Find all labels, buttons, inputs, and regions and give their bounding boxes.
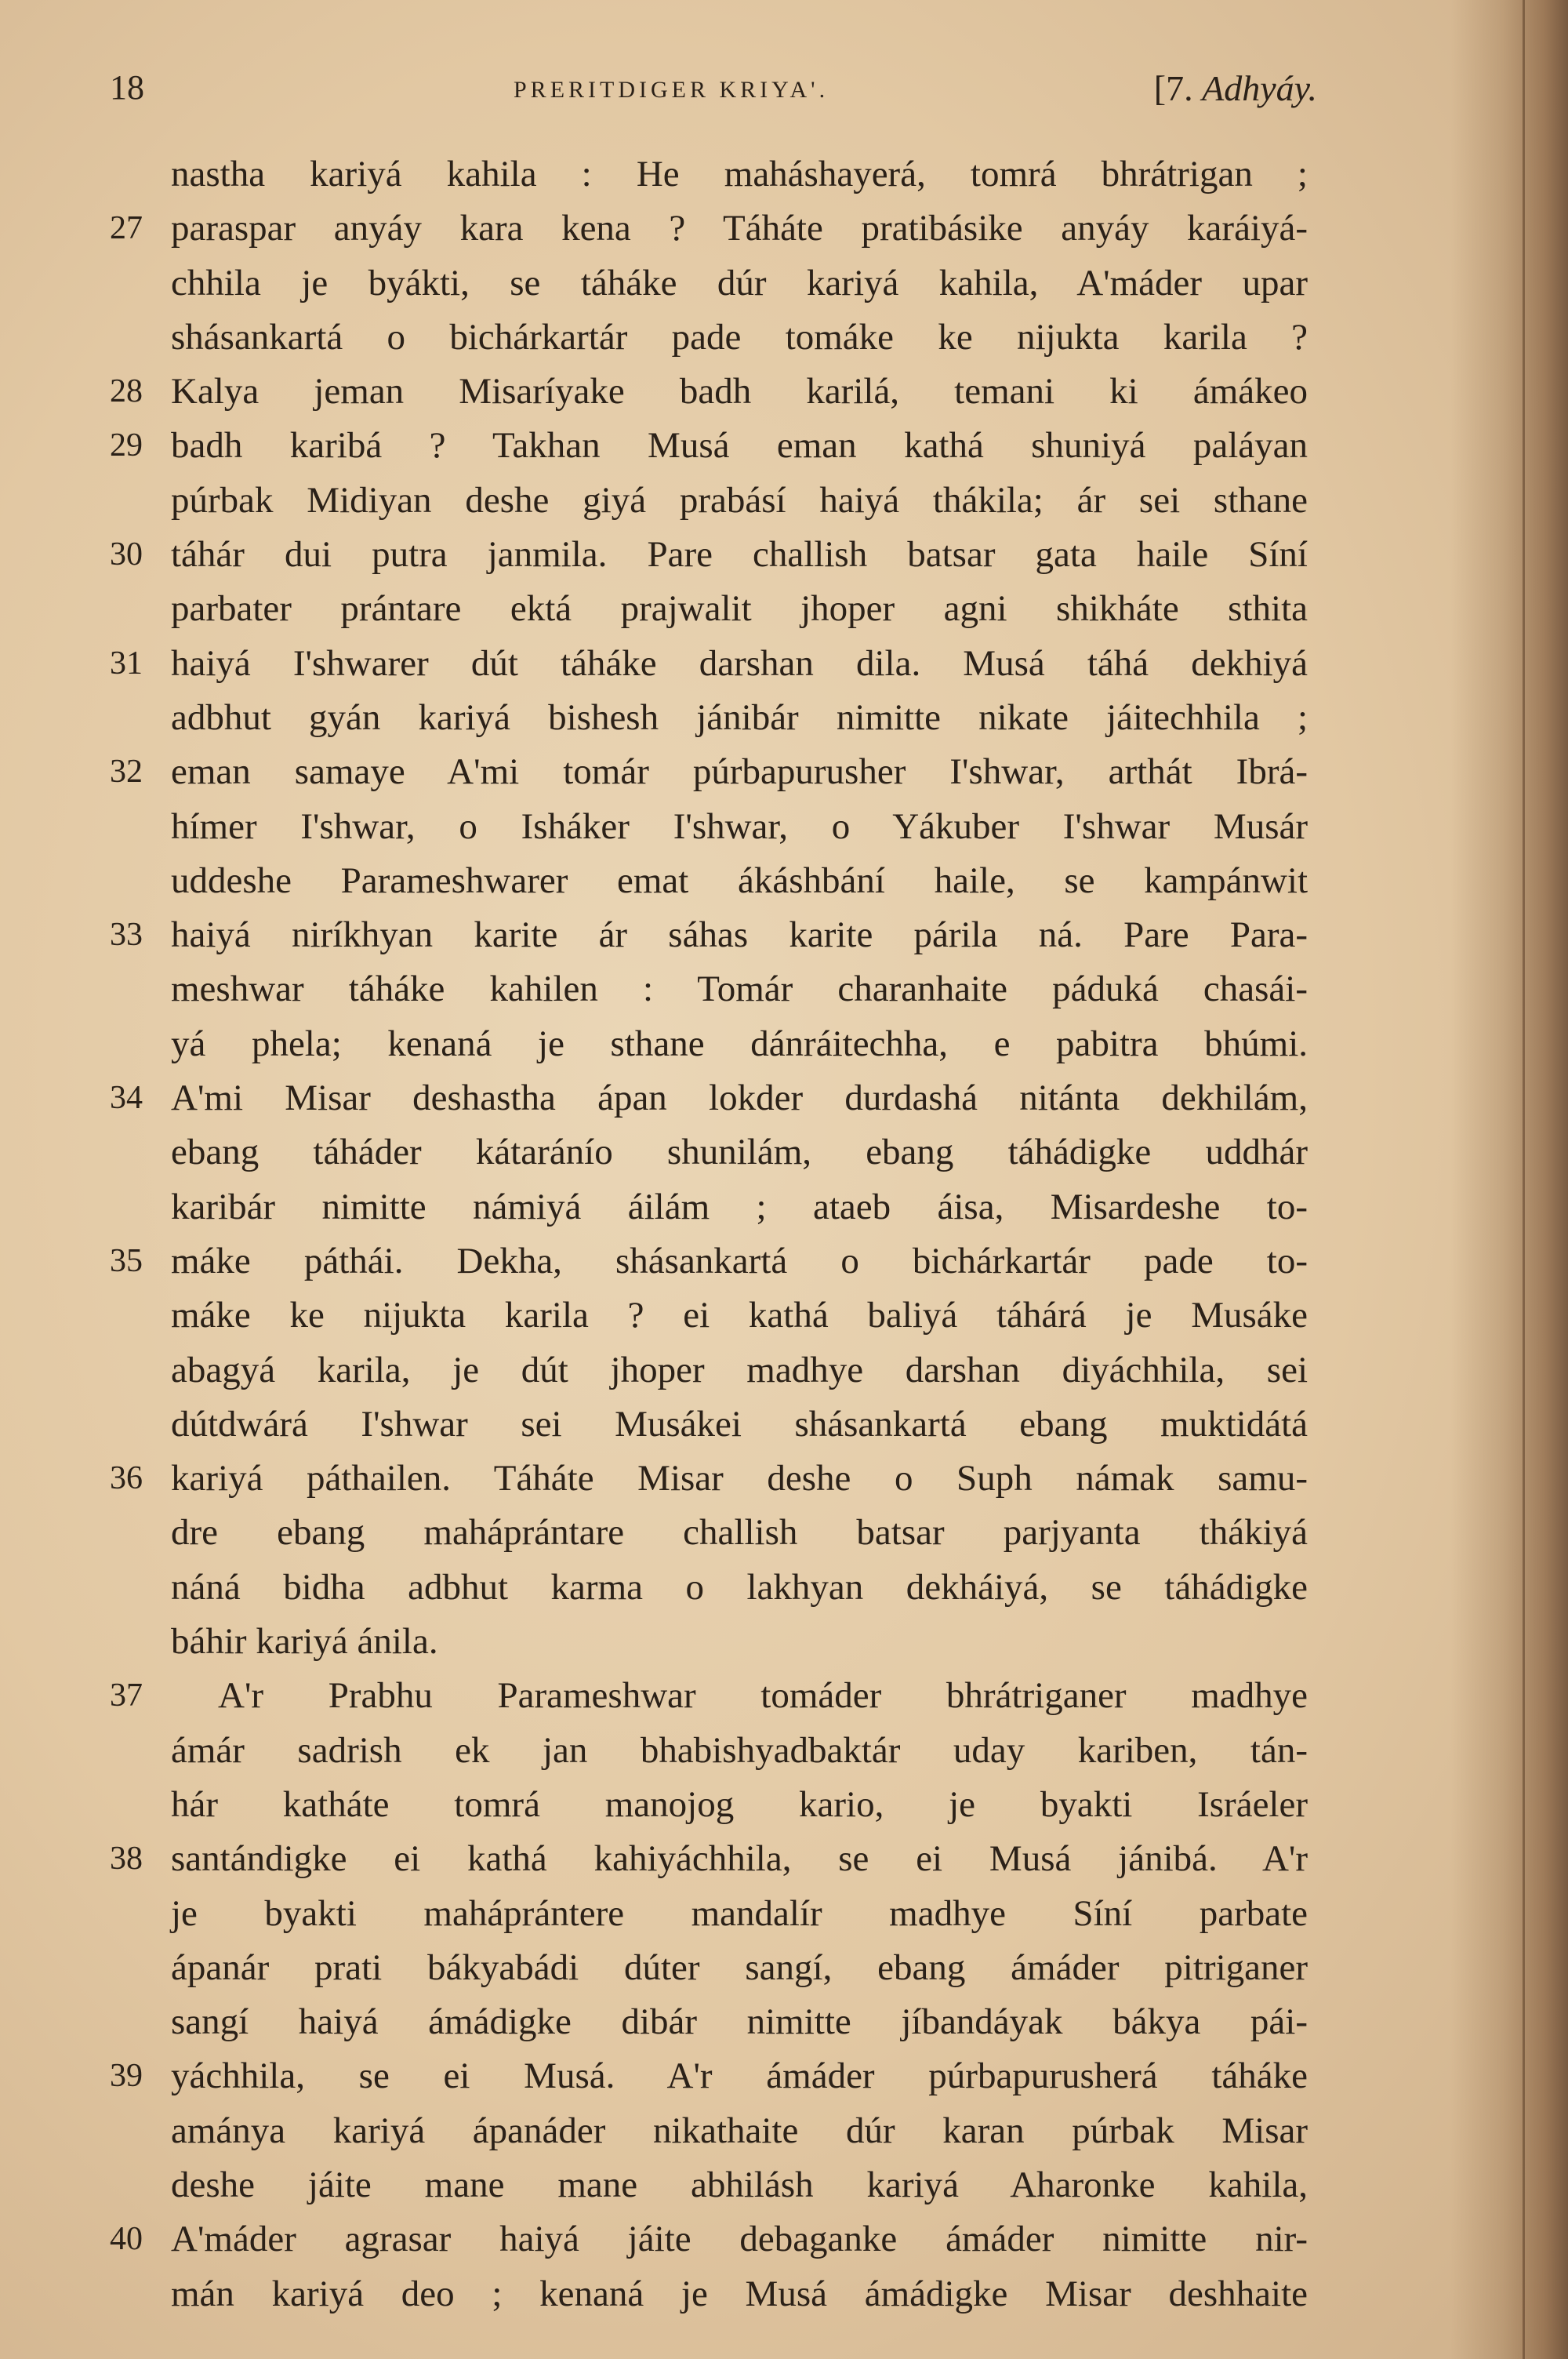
line-text: yáchhila, se ei Musá. A'r ámáder púrbapurusherá táháke xyxy=(171,2055,1308,2097)
text-line xyxy=(110,528,1317,582)
verse-number: 28 xyxy=(110,373,143,410)
text-line xyxy=(110,1669,1317,1723)
verse-number: 38 xyxy=(110,1841,143,1877)
text-line xyxy=(110,2104,1317,2158)
line-text: adbhut gyán kariyá bishesh jánibár nimitte nikate jáitechhila ; xyxy=(171,696,1308,738)
line-text: Kalya jeman Misaríyake badh karilá, temani ki ámákeo xyxy=(171,371,1308,413)
text-line xyxy=(110,1125,1317,1180)
text-line xyxy=(110,1941,1317,1995)
text-line xyxy=(110,800,1317,854)
text-line xyxy=(110,745,1317,799)
text-line xyxy=(110,1343,1317,1398)
text-line xyxy=(110,691,1317,745)
page-number: 18 xyxy=(110,68,144,107)
line-text: báhir kariyá ánila. xyxy=(171,1621,438,1663)
running-title: PRERITDIGER KRIYA'. xyxy=(514,77,829,103)
line-text: dre ebang maháprántare challish batsar parjyanta thákiyá xyxy=(171,1512,1308,1554)
chapter-name: Adhyáy. xyxy=(1202,68,1317,108)
verse-number: 29 xyxy=(110,427,143,464)
text-line xyxy=(110,962,1317,1016)
line-text: badh karibá ? Takhan Musá eman kathá shuniyá paláyan xyxy=(171,425,1308,467)
verse-number: 40 xyxy=(110,2221,143,2258)
text-line xyxy=(110,908,1317,962)
text-line xyxy=(110,311,1317,365)
page-header xyxy=(110,61,1317,124)
line-text: yá phela; kenaná je sthane dánráitechha, e pabitra bhúmi. xyxy=(171,1023,1308,1064)
verse-number: 27 xyxy=(110,210,143,247)
text-line xyxy=(110,1832,1317,1886)
text-line xyxy=(110,474,1317,528)
text-line xyxy=(110,1887,1317,1941)
line-text: je byakti maháprántere mandalír madhye Síní parbate xyxy=(171,1892,1308,1934)
line-text: parbater prántare ektá prajwalit jhoper agni shikháte sthita xyxy=(171,588,1308,630)
verse-number: 30 xyxy=(110,536,143,573)
line-text: eman samaye A'mi tomár púrbapurusher I'shwar, arthát Ibrá- xyxy=(171,751,1308,793)
line-text: sangí haiyá ámádigke dibár nimitte jíbandáyak bákya pái- xyxy=(171,2001,1308,2043)
line-text: hímer I'shwar, o Isháker I'shwar, o Yákuber I'shwar Musár xyxy=(171,805,1308,847)
line-text: náná bidha adbhut karma o lakhyan dekháiyá, se táhádigke xyxy=(171,1566,1308,1608)
line-text: A'r Prabhu Parameshwar tomáder bhrátriganer madhye xyxy=(218,1675,1308,1717)
line-text: santándigke ei kathá kahiyáchhila, se ei Musá jánibá. A'r xyxy=(171,1838,1308,1880)
line-text: meshwar táháke kahilen : Tomár charanhaite páduká chasái- xyxy=(171,969,1308,1010)
verse-number: 36 xyxy=(110,1460,143,1497)
chapter-bracket: [7. xyxy=(1153,68,1193,108)
page-gutter-shadow xyxy=(1450,0,1568,2359)
line-text: deshe jáite mane mane abhilásh kariyá Aharonke kahila, xyxy=(171,2164,1308,2205)
text-line xyxy=(110,1724,1317,1778)
text-line xyxy=(110,1398,1317,1452)
line-text: dútdwárá I'shwar sei Musákei shásankartá ebang muktidátá xyxy=(171,1403,1308,1445)
line-text: máke ke nijukta karila ? ei kathá baliyá táhárá je Musáke xyxy=(171,1295,1308,1336)
verse-number: 33 xyxy=(110,917,143,954)
text-line xyxy=(110,1452,1317,1506)
text-line xyxy=(110,1561,1317,1615)
body-text xyxy=(110,147,1317,2321)
text-line xyxy=(110,1234,1317,1289)
text-line xyxy=(110,637,1317,691)
line-text: ebang táháder kátaránío shunilám, ebang táhádigke uddhár xyxy=(171,1132,1308,1173)
text-line xyxy=(110,1180,1317,1234)
line-text: kariyá páthailen. Táháte Misar deshe o Suph námak samu- xyxy=(171,1458,1308,1499)
line-text: máke páthái. Dekha, shásankartá o bichárkartár pade to- xyxy=(171,1240,1308,1281)
text-line xyxy=(110,2212,1317,2266)
text-line xyxy=(110,1995,1317,2049)
verse-number: 35 xyxy=(110,1242,143,1279)
line-text: amánya kariyá ápanáder nikathaite dúr karan púrbak Misar xyxy=(171,2110,1308,2151)
text-line xyxy=(110,202,1317,256)
line-text: uddeshe Parameshwarer emat ákáshbání haile, se kampánwit xyxy=(171,860,1308,901)
line-text: nastha kariyá kahila : He maháshayerá, tomrá bhrátrigan ; xyxy=(171,154,1308,194)
line-text: A'máder agrasar haiyá jáite debaganke ámáder nimitte nir- xyxy=(171,2219,1308,2260)
line-text: mán kariyá deo ; kenaná je Musá ámádigke Misar deshhaite xyxy=(171,2273,1308,2314)
line-text: A'mi Misar deshastha ápan lokder durdashá nitánta dekhilám, xyxy=(171,1078,1308,1119)
verse-number: 39 xyxy=(110,2058,143,2095)
line-text: ámár sadrish ek jan bhabishyadbaktár uday kariben, tán- xyxy=(171,1729,1308,1771)
line-text: táhár dui putra janmila. Pare challish batsar gata haile Síní xyxy=(171,534,1308,576)
line-text: ápanár prati bákyabádi dúter sangí, ebang ámáder pitriganer xyxy=(171,1946,1308,1988)
verse-number: 31 xyxy=(110,645,143,682)
verse-number: 32 xyxy=(110,754,143,791)
line-text: karibár nimitte námiyá áilám ; ataeb áisa, Misardeshe to- xyxy=(171,1186,1308,1227)
line-text: abagyá karila, je dút jhoper madhye darshan diyáchhila, sei xyxy=(171,1349,1308,1390)
text-line xyxy=(110,256,1317,311)
text-line xyxy=(110,1071,1317,1125)
line-text: chhila je byákti, se táháke dúr kariyá kahila, A'máder upar xyxy=(171,262,1308,304)
text-line xyxy=(110,2158,1317,2212)
line-text: shásankartá o bichárkartár pade tomáke ke nijukta karila ? xyxy=(171,316,1308,358)
text-line xyxy=(110,2049,1317,2103)
text-line xyxy=(110,854,1317,908)
text-line xyxy=(110,147,1317,202)
line-text: hár katháte tomrá manojog kario, je byakti Isráeler xyxy=(171,1783,1308,1825)
text-line xyxy=(110,1615,1317,1669)
chapter-reference xyxy=(1154,67,1317,109)
text-line xyxy=(110,1017,1317,1071)
verse-number: 34 xyxy=(110,1080,143,1117)
text-line xyxy=(110,1289,1317,1343)
text-line xyxy=(110,1506,1317,1560)
verse-number: 37 xyxy=(110,1677,143,1714)
text-line xyxy=(110,2267,1317,2321)
text-line xyxy=(110,582,1317,636)
line-text: haiyá niríkhyan karite ár sáhas karite párila ná. Pare Para- xyxy=(171,914,1308,956)
page-edge-line xyxy=(1523,0,1525,2359)
text-line xyxy=(110,419,1317,473)
line-text: haiyá I'shwarer dút táháke darshan dila. Musá táhá dekhiyá xyxy=(171,642,1308,684)
line-text: púrbak Midiyan deshe giyá prabásí haiyá thákila; ár sei sthane xyxy=(171,479,1308,521)
line-text: paraspar anyáy kara kena ? Táháte pratibásike anyáy karáiyá- xyxy=(171,208,1308,249)
text-line xyxy=(110,365,1317,419)
text-line xyxy=(110,1778,1317,1832)
